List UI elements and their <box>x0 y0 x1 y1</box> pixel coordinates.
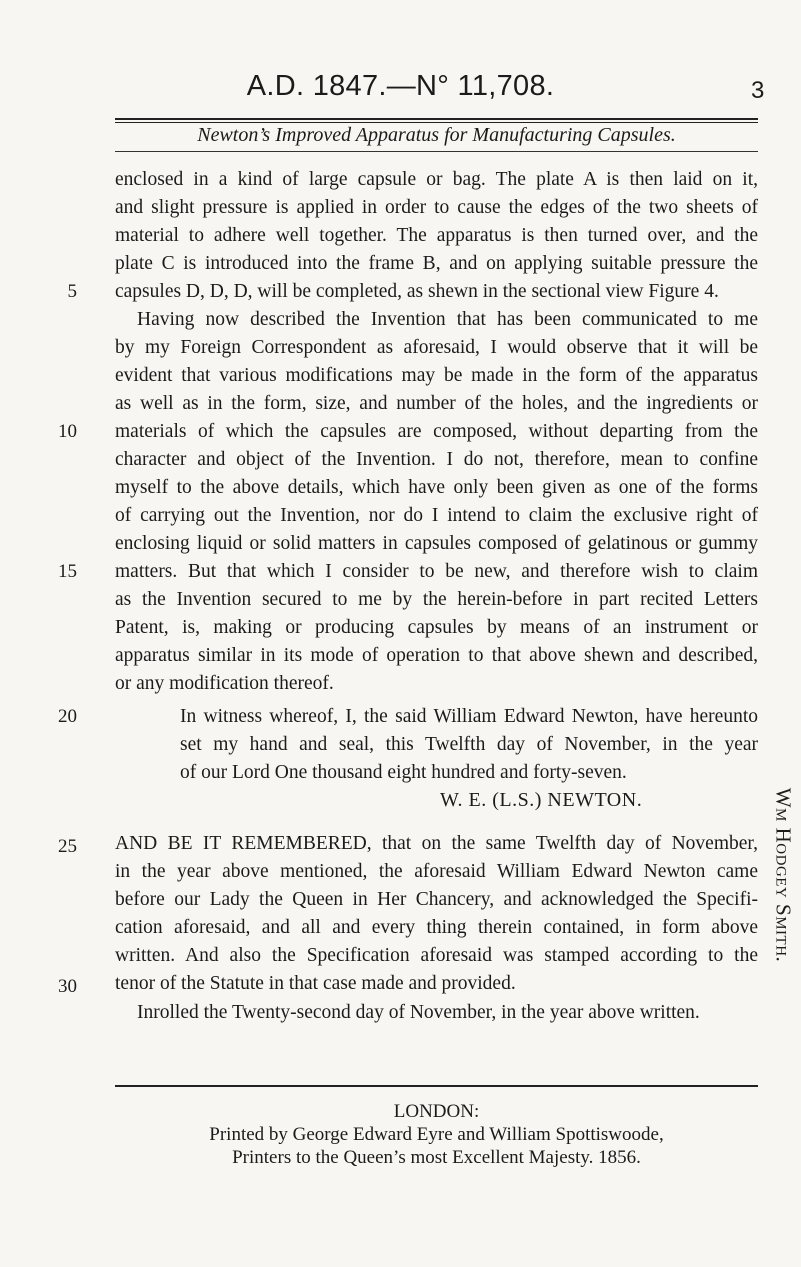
margin-line-number: 5 <box>67 281 77 302</box>
margin-line-number: 15 <box>58 561 77 582</box>
body-line: matters. But that which I consider to be new, and therefore wish to claim <box>115 561 758 582</box>
body-line: as the Invention secured to me by the herein-before in part recited Letters <box>115 589 758 610</box>
body-line: as well as in the form, size, and number of the holes, and the ingredients or <box>115 393 758 414</box>
footer-printer: Printed by George Edward Eyre and William Spottiswoode, <box>209 1124 664 1145</box>
footer-place: LONDON: <box>393 1101 480 1122</box>
body-line: of carrying out the Invention, nor do I intend to claim the exclusive right of <box>115 505 758 526</box>
enrolment-line: in the year above mentioned, the aforesaid William Edward Newton came <box>115 861 758 882</box>
body-line: material to adhere well together. The apparatus is then turned over, and the <box>115 225 758 246</box>
witness-line: set my hand and seal, this Twelfth day of November, in the year <box>180 734 758 755</box>
enrolment-line: written. And also the Specification aforesaid was stamped according to the <box>115 945 758 966</box>
enrolment-line: Inrolled the Twenty-second day of November, in the year above written. <box>137 1002 700 1023</box>
body-line: plate C is introduced into the frame B, and on applying suitable pressure the <box>115 253 758 274</box>
enrolment-line: tenor of the Statute in that case made and provided. <box>115 973 516 994</box>
body-line: materials of which the capsules are composed, without departing from the <box>115 421 758 442</box>
body-line: apparatus similar in its mode of operation to that above shewn and described, <box>115 645 758 666</box>
margin-line-number: 20 <box>58 706 77 727</box>
enrolment-line: cation aforesaid, and all and every thing therein contained, in form above <box>115 917 758 938</box>
witness-line: of our Lord One thousand eight hundred and forty-seven. <box>180 762 627 783</box>
page-number: 3 <box>751 77 765 104</box>
witness-line: In witness whereof, I, the said William Edward Newton, have hereunto <box>180 706 758 727</box>
body-line: capsules D, D, D, will be completed, as shewn in the sectional view Figure 4. <box>115 281 719 302</box>
header-rule <box>115 118 758 120</box>
body-line: enclosing liquid or solid matters in capsules composed of gelatinous or gummy <box>115 533 758 554</box>
margin-line-number: 30 <box>58 976 77 997</box>
body-line: by my Foreign Correspondent as aforesaid, I would observe that it will be <box>115 337 758 358</box>
side-stamp <box>768 760 798 990</box>
running-subtitle: Newton’s Improved Apparatus for Manufacturing Capsules. <box>197 124 676 146</box>
body-line: myself to the above details, which have only been given as one of the forms <box>115 477 758 498</box>
subtitle-rule <box>115 151 758 152</box>
footer-printer-title: Printers to the Queen’s most Excellent Majesty. 1856. <box>232 1147 641 1168</box>
footer-rule <box>115 1085 758 1087</box>
body-line: or any modification thereof. <box>115 673 334 694</box>
margin-line-number: 25 <box>58 836 77 857</box>
body-line: and slight pressure is applied in order to cause the edges of the two sheets of <box>115 197 758 218</box>
enrolment-line: before our Lady the Queen in Her Chancery, and acknowledged the Specifi- <box>115 889 758 910</box>
enrolment-line: AND BE IT REMEMBERED, that on the same Twelfth day of November, <box>115 833 758 854</box>
header-rule-thin <box>115 122 758 123</box>
body-line: enclosed in a kind of large capsule or bag. The plate A is then laid on it, <box>115 169 758 190</box>
body-line: character and object of the Invention. I do not, therefore, mean to confine <box>115 449 758 470</box>
body-line: Having now described the Invention that has been communicated to me <box>137 309 758 330</box>
body-line: evident that various modifications may be made in the form of the apparatus <box>115 365 758 386</box>
body-line: Patent, is, making or producing capsules by means of an instrument or <box>115 617 758 638</box>
side-stamp-text: Wm Hodgey Smith. <box>771 787 796 963</box>
signature: W. E. (L.S.) NEWTON. <box>440 789 643 811</box>
page-header-title: A.D. 1847.—N° 11,708. <box>246 70 555 102</box>
margin-line-number: 10 <box>58 421 77 442</box>
